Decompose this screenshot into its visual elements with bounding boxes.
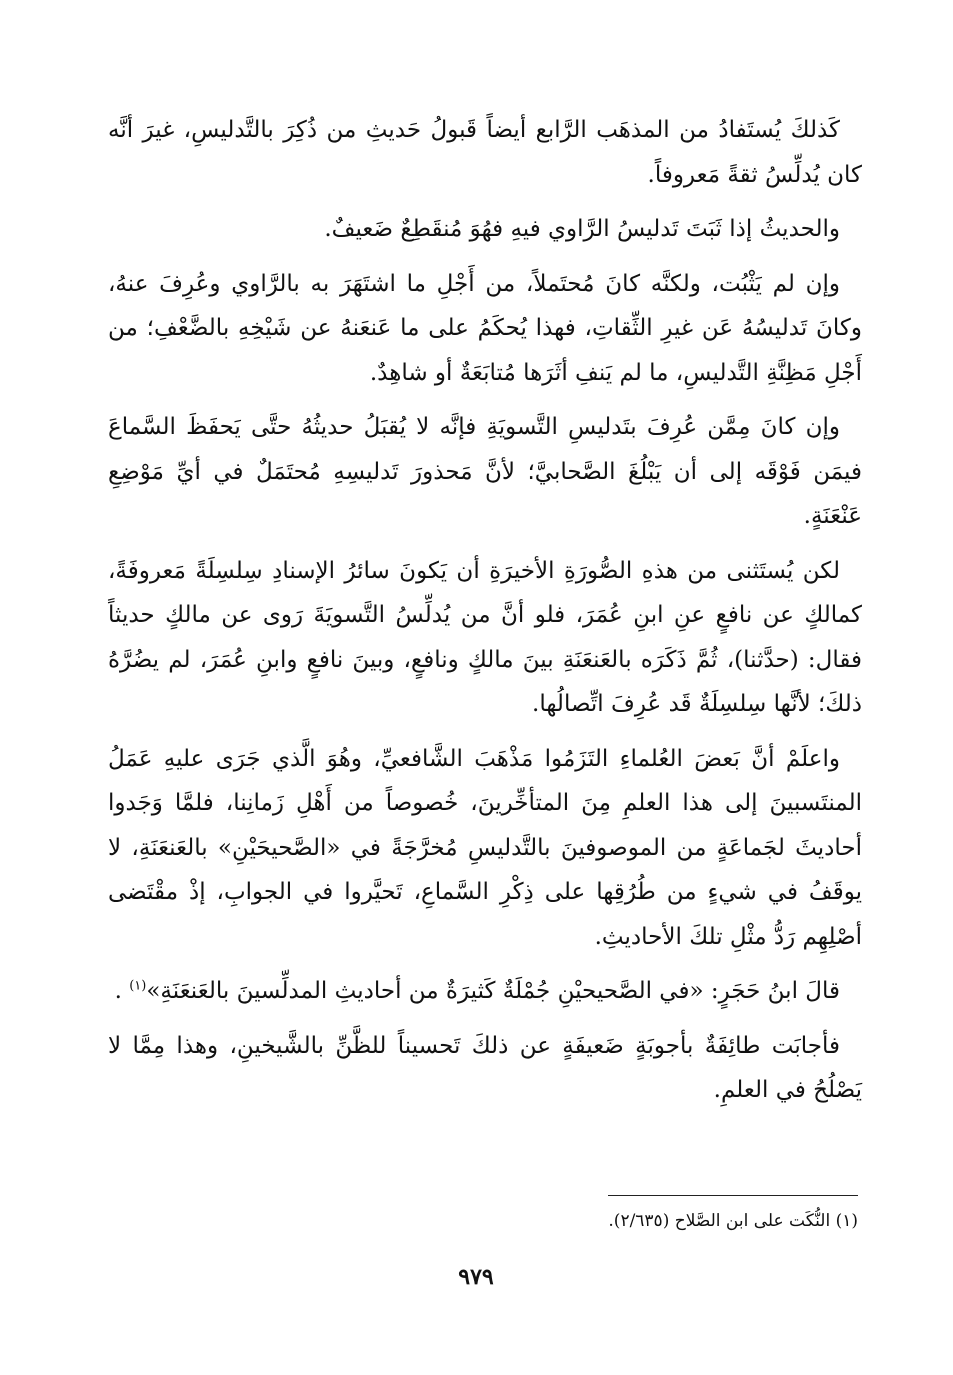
quote-end-mark: .	[114, 978, 122, 1004]
paragraph-2: والحديثُ إذا ثَبَتَ تَدليسُ الرَّاوي فيهِ فهُوَ مُنقَطِعٌ ضَعيفٌ.	[324, 216, 840, 242]
quote-text: قالَ ابنُ حَجَرٍ: «في الصَّحيحيْنِ جُمْلَةٌ كَثيرَةٌ من أحاديثِ المدلِّسينَ بالعَنعَنَةِ»	[146, 978, 840, 1004]
footnote-marker: (١)	[835, 1211, 858, 1231]
paragraph-3: وإن لم يَثْبُت، ولكنَّه كانَ مُحتَملاً، من أَجْلِ ما اشتَهَرَ به بالرَّاوي وعُرِفَ عنهُ، وكانَ تَدليسُهُ عَن غيرِ الثِّقاتِ، فهذا يُحكَمُ على ما عَنعَنهُ عن شَيْخِهِ بالضَّعْفِ؛ من أَجْلِ مَظِنَّةِ التَّدليسِ، ما لم يَنفِ أثَرَها مُتابَعَةٌ أو شاهِدٌ.	[108, 270, 862, 386]
paragraph-7-quote	[108, 969, 862, 1014]
page-number: ٩٧٩	[458, 1264, 494, 1290]
footnote-reference[interactable]: (١)	[129, 978, 147, 994]
paragraph-5: لكن يُستَثنى من هذهِ الصُّورَةِ الأخيرَةِ أن يَكونَ سائرُ الإسنادِ سِلسِلَةً مَعروفَةً، كمالكٍ عن نافعٍ عنِ ابنِ عُمَرَ، فلو أنَّ من يُدلِّسُ التَّسويَةَ رَوى عن مالكٍ حديثاً فقال: (حدَّثنا)، ثُمَّ ذَكَرَه بالعَنعَنَةِ بينَ مالكٍ ونافعٍ، وبينَ نافعٍ وابنِ عُمَرَ، لم يضُرَّهُ ذلكَ؛ لأنَّها سِلسِلَةٌ قَد عُرِفَ اتِّصالُها.	[108, 557, 862, 717]
paragraph-8: فأجابَت طائِفَةٌ بأجوبَةٍ ضَعيفَةٍ عن ذلكَ تَحسيناً للظَّنِّ بالشَّيخينِ، وهذا مِمَّا لا يَصْلُحُ في العلمِ.	[108, 1032, 862, 1103]
footnote-text: النُّكَت على ابن الصَّلاح (٢/٦٣٥).	[608, 1211, 831, 1231]
paragraph-1: كَذلكَ يُستَفادُ من المذهَب الرَّابع أيضاً قَبولُ حَديثِ من ذُكِرَ بالتَّدليسِ، غيرَ أنَّه كان يُدلِّسُ ثقةً مَعروفاً.	[108, 117, 862, 188]
main-text	[108, 108, 862, 1123]
paragraph-4: وإن كانَ مِمَّن عُرِفَ بتَدليسِ التَّسويَةِ فإنَّه لا يُقبَلُ حديثُهُ حتَّى يَحفَظَ السَّماعَ فيمَن فَوْقَه إلى أن يَبْلُغَ الصَّحابيَّ؛ لأنَّ مَحذورَ تَدليسِهِ مُحتَمَلٌ في أيِّ مَوْضِعِ عَنْعَنَةٍ.	[108, 414, 862, 529]
footnote	[108, 1207, 858, 1235]
paragraph-6: واعلَمْ أنَّ بَعضَ العُلماءِ التَزَمُوا مَذْهَبَ الشَّافعيِّ، وهُوَ الَّذي جَرَى عليهِ عَمَلُ المنتَسبينَ إلى هذا العلمِ مِنَ المتأخِّرينَ، خُصوصاً من أَهْلِ زَمانِنا، فلمَّا وَجَدوا أحاديثَ لجَماعَةٍ من الموصوفينَ بالتَّدليسِ مُخرَّجَةً في «الصَّحيحَيْنِ» بالعَنعَنَةِ، لا يوقَفُ في شيءٍ من طُرُقِها على ذِكْرِ السَّماعِ، تَحيَّروا في الجوابِ، إذْ مقْتَضى أصْلِهِم رَدُّ مثْلِ تلكَ الأحاديثِ.	[108, 745, 862, 950]
footnote-divider	[608, 1195, 858, 1196]
